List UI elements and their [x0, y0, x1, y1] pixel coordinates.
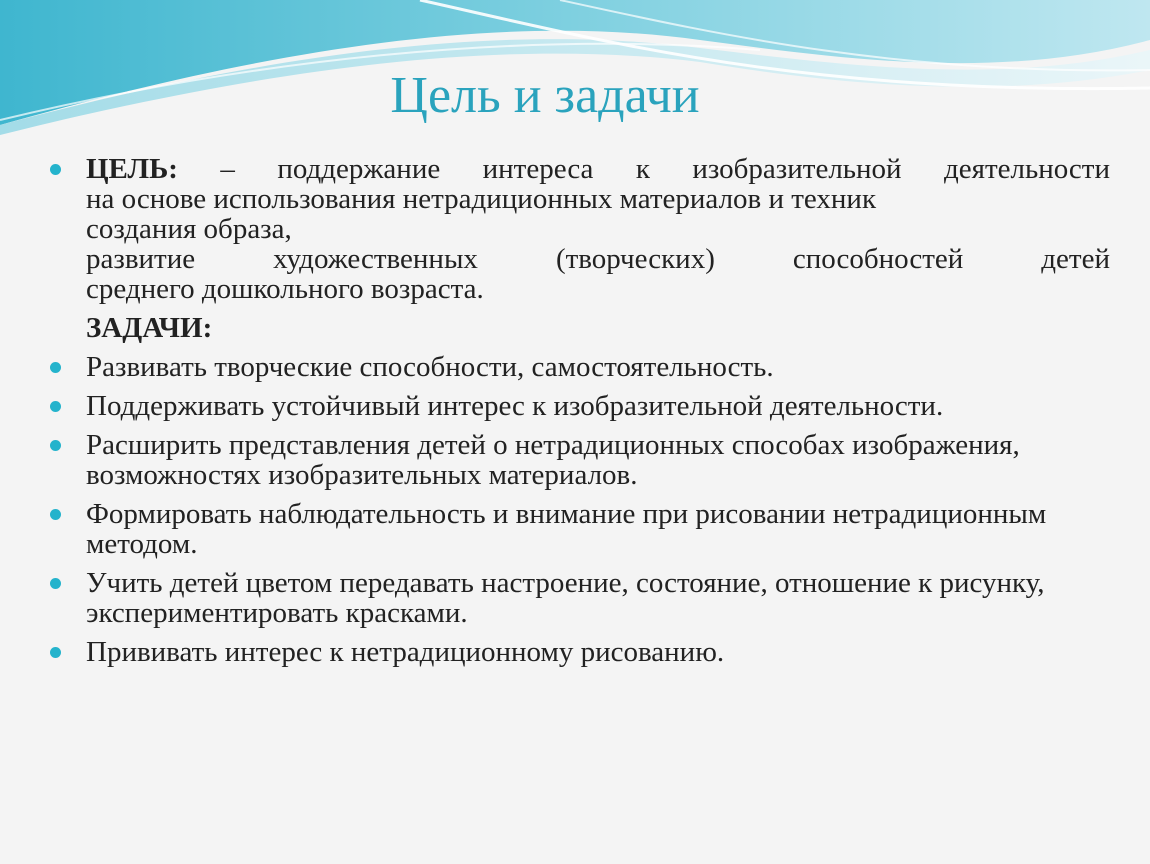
task-text: Развивать творческие способности, самостоятельность. [86, 351, 774, 383]
goal-line-1 [86, 154, 1110, 184]
task-item [50, 568, 1110, 628]
bullet-icon [50, 164, 61, 175]
goal-line-2: на основе использования нетрадиционных материалов и техник [86, 183, 877, 215]
bullet-icon [50, 578, 61, 589]
bullet-icon [50, 401, 61, 412]
slide-title: Цель и задачи [390, 67, 700, 124]
goal-lead: – поддержание интереса к изобразительной деятельности [177, 153, 1110, 185]
slide-body [50, 154, 1110, 676]
task-item [50, 352, 1110, 382]
bullet-icon [50, 440, 61, 451]
task-text: Прививать интерес к нетрадиционному рисованию. [86, 636, 725, 668]
goal-label: ЦЕЛЬ: [86, 153, 178, 185]
task-item [50, 391, 1110, 421]
task-text: Учить детей цветом передавать настроение, состояние, отношение к рисунку, экспериментировать красками. [86, 567, 1045, 629]
tasks-heading: ЗАДАЧИ: [86, 312, 213, 344]
task-text: Поддерживать устойчивый интерес к изобразительной деятельности. [86, 390, 944, 422]
bullet-icon [50, 362, 61, 373]
goal-line-3: создания образа, [86, 213, 292, 245]
bullet-icon [50, 647, 61, 658]
task-item [50, 430, 1110, 490]
bullet-icon [50, 509, 61, 520]
task-item [50, 499, 1110, 559]
task-text: Формировать наблюдательность и внимание при рисовании нетрадиционным методом. [86, 498, 1047, 560]
goal-item [50, 154, 1110, 304]
goal-line-5: среднего дошкольного возраста. [86, 273, 484, 305]
task-item [50, 637, 1110, 667]
goal-line-4: развитие художественных (творческих) способностей детей [86, 243, 1110, 275]
task-text: Расширить представления детей о нетрадиционных способах изображения, возможностях изобразительных материалов. [86, 429, 1020, 491]
